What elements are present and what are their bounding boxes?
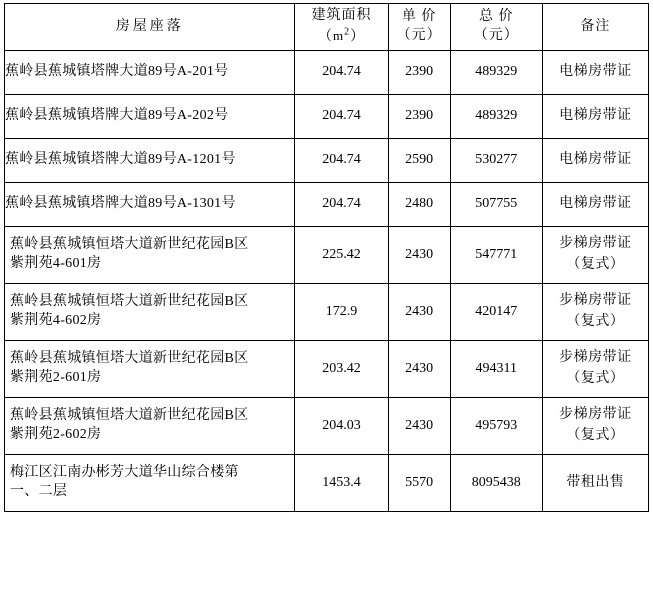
cell-unit-price: 2590 xyxy=(388,139,450,183)
cell-note-main: 电梯房带证 xyxy=(559,196,632,212)
cell-note-main: 带租出售 xyxy=(566,474,625,490)
table-row xyxy=(5,398,649,455)
cell-note xyxy=(542,139,648,183)
cell-area: 203.42 xyxy=(295,341,388,398)
cell-location xyxy=(5,183,295,227)
cell-location-line1: 蕉岭县蕉城镇恒塔大道新世纪花园B区 xyxy=(10,237,249,253)
table-header-row xyxy=(5,4,649,51)
cell-note-main: 电梯房带证 xyxy=(559,64,632,80)
cell-location-line2: 紫荆苑4-602房 xyxy=(10,313,102,328)
column-header-area xyxy=(295,4,388,51)
cell-unit-price: 2430 xyxy=(388,341,450,398)
cell-unit-price: 2430 xyxy=(388,227,450,284)
cell-location xyxy=(5,95,295,139)
cell-location xyxy=(5,51,295,95)
cell-note xyxy=(542,183,648,227)
column-header-total-price-unit: （元） xyxy=(473,28,519,43)
cell-total-price: 8095438 xyxy=(450,455,542,512)
cell-location-line2: 紫荆苑2-601房 xyxy=(10,370,102,385)
cell-location-line2: 一、二层 xyxy=(10,484,68,499)
cell-location xyxy=(5,284,295,341)
cell-unit-price: 2430 xyxy=(388,398,450,455)
table-row xyxy=(5,341,649,398)
cell-location xyxy=(5,139,295,183)
cell-location-line1: 蕉岭县蕉城镇恒塔大道新世纪花园B区 xyxy=(10,351,249,367)
cell-location-line1: 梅江区江南办彬芳大道华山综合楼第 xyxy=(10,465,239,481)
cell-total-price: 530277 xyxy=(450,139,542,183)
cell-area: 225.42 xyxy=(295,227,388,284)
column-header-area-label: 建筑面积 xyxy=(311,7,372,23)
cell-note-main: 电梯房带证 xyxy=(559,152,632,168)
cell-location-line2: 紫荆苑2-602房 xyxy=(10,427,102,442)
cell-note xyxy=(542,51,648,95)
column-header-unit-price-unit: （元） xyxy=(396,28,442,43)
table-row xyxy=(5,139,649,183)
cell-area: 204.74 xyxy=(295,51,388,95)
column-header-unit-price xyxy=(388,4,450,51)
cell-area: 204.74 xyxy=(295,139,388,183)
table-row xyxy=(5,51,649,95)
cell-location-line2: 紫荆苑4-601房 xyxy=(10,256,102,271)
cell-total-price: 489329 xyxy=(450,95,542,139)
cell-total-price: 547771 xyxy=(450,227,542,284)
table-row xyxy=(5,455,649,512)
cell-location-line1: 蕉岭县蕉城镇塔牌大道89号A-1201号 xyxy=(5,152,236,168)
column-header-note-label: 备注 xyxy=(580,18,611,34)
table-row xyxy=(5,227,649,284)
cell-unit-price: 5570 xyxy=(388,455,450,512)
cell-note xyxy=(542,341,648,398)
cell-location-line1: 蕉岭县蕉城镇塔牌大道89号A-202号 xyxy=(5,108,229,124)
cell-note xyxy=(542,95,648,139)
cell-total-price: 507755 xyxy=(450,183,542,227)
column-header-location-label: 房屋座落 xyxy=(115,18,184,34)
cell-note-sub: （复式） xyxy=(566,428,625,443)
cell-note-sub: （复式） xyxy=(566,257,625,272)
cell-unit-price: 2430 xyxy=(388,284,450,341)
cell-note-main: 步梯房带证 xyxy=(559,236,632,252)
cell-location xyxy=(5,227,295,284)
cell-note-sub: （复式） xyxy=(566,314,625,329)
cell-note-main: 步梯房带证 xyxy=(559,293,632,309)
cell-note-main: 步梯房带证 xyxy=(559,350,632,366)
cell-location xyxy=(5,455,295,512)
cell-unit-price: 2390 xyxy=(388,95,450,139)
cell-area: 1453.4 xyxy=(295,455,388,512)
cell-location-line1: 蕉岭县蕉城镇恒塔大道新世纪花园B区 xyxy=(10,294,249,310)
cell-total-price: 489329 xyxy=(450,51,542,95)
cell-area: 204.74 xyxy=(295,183,388,227)
cell-note xyxy=(542,455,648,512)
cell-total-price: 495793 xyxy=(450,398,542,455)
column-header-total-price xyxy=(450,4,542,51)
cell-area: 204.74 xyxy=(295,95,388,139)
cell-total-price: 420147 xyxy=(450,284,542,341)
property-listing-table xyxy=(4,3,649,512)
column-header-note xyxy=(542,4,648,51)
table-body xyxy=(5,51,649,512)
cell-note-main: 电梯房带证 xyxy=(559,108,632,124)
cell-area: 204.03 xyxy=(295,398,388,455)
cell-location-line1: 蕉岭县蕉城镇塔牌大道89号A-201号 xyxy=(5,64,229,80)
cell-location xyxy=(5,341,295,398)
table-row xyxy=(5,284,649,341)
cell-note xyxy=(542,227,648,284)
column-header-location xyxy=(5,4,295,51)
cell-unit-price: 2480 xyxy=(388,183,450,227)
cell-note xyxy=(542,284,648,341)
cell-note-main: 步梯房带证 xyxy=(559,407,632,423)
table-row xyxy=(5,95,649,139)
cell-note xyxy=(542,398,648,455)
cell-total-price: 494311 xyxy=(450,341,542,398)
column-header-total-price-label: 总 价 xyxy=(478,9,514,25)
column-header-area-unit: $(m^2)$ xyxy=(317,26,366,45)
cell-location-line1: 蕉岭县蕉城镇恒塔大道新世纪花园B区 xyxy=(10,408,249,424)
table-header xyxy=(5,4,649,51)
cell-location-line1: 蕉岭县蕉城镇塔牌大道89号A-1301号 xyxy=(5,196,236,212)
cell-area: 172.9 xyxy=(295,284,388,341)
cell-note-sub: （复式） xyxy=(566,371,625,386)
cell-unit-price: 2390 xyxy=(388,51,450,95)
cell-location xyxy=(5,398,295,455)
column-header-unit-price-label: 单 价 xyxy=(401,9,437,25)
table-row xyxy=(5,183,649,227)
